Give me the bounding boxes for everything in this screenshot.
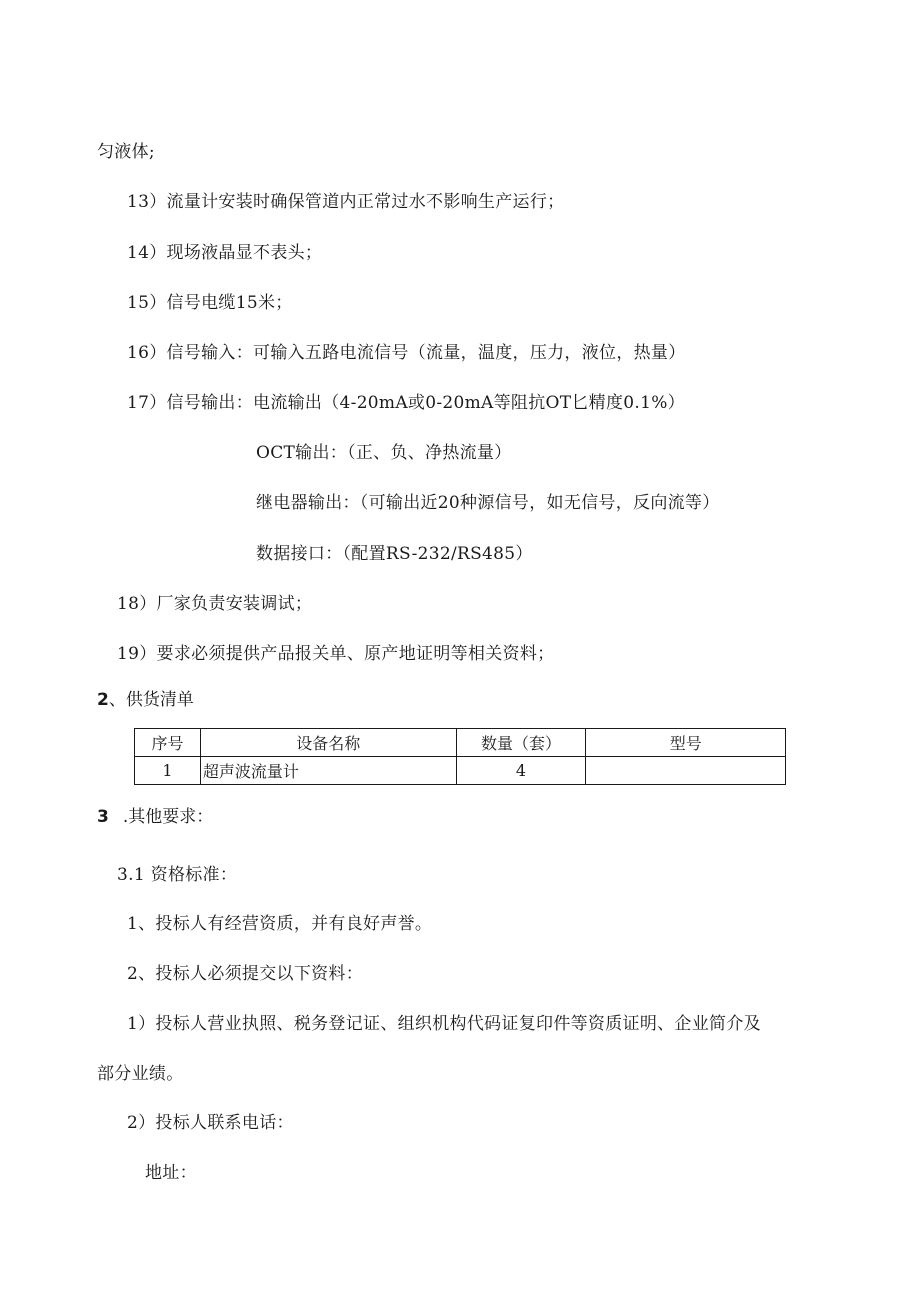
- header-quantity: 数量（套）: [456, 729, 586, 757]
- header-device-name: 设备名称: [200, 729, 456, 757]
- requirement-2-1-continued: 部分业绩。: [97, 1064, 184, 1084]
- supply-list-table: [134, 728, 786, 785]
- table-header-row: [135, 729, 786, 757]
- spec-item-17-interface: 数据接口：（配置RS-232/RS485）: [256, 544, 533, 564]
- section-number: 2: [97, 690, 109, 710]
- section-number: 3: [97, 807, 109, 827]
- text-line-continuation: 匀液体;: [97, 142, 155, 162]
- spec-item-18: 18）厂家负责安装调试；: [117, 594, 313, 614]
- spec-item-19: 19）要求必须提供产品报关单、原产地证明等相关资料；: [117, 644, 555, 664]
- spec-item-17-relay: 继电器输出：（可输出近20种源信号，如无信号，反向流等）: [256, 493, 720, 513]
- requirement-2: 2、投标人必须提交以下资料：: [127, 964, 364, 984]
- spec-item-13: 13）流量计安装时确保管道内正常过水不影响生产运行；: [127, 192, 565, 212]
- spec-item-17: 17）信号输出：电流输出（4-20mA或0-20mA等阻抗OT匕精度0.1%）: [127, 393, 685, 413]
- requirement-2-2: 2）投标人联系电话：: [127, 1113, 294, 1133]
- cell-serial: 1: [135, 757, 201, 785]
- header-serial: 序号: [135, 729, 201, 757]
- qualification-standard: 3.1 资格标准：: [117, 865, 238, 885]
- spec-item-17-oct: OCT输出：（正、负、净热流量）: [256, 443, 512, 463]
- spec-item-14: 14）现场液晶显不表头；: [127, 243, 323, 263]
- spec-item-15: 15）信号电缆15米；: [127, 293, 293, 313]
- header-model: 型号: [586, 729, 786, 757]
- cell-model: [586, 757, 786, 785]
- section-title: .其他要求：: [122, 807, 214, 827]
- cell-quantity: 4: [456, 757, 586, 785]
- cell-device-name: 超声波流量计: [200, 757, 456, 785]
- requirement-1: 1、投标人有经营资质，并有良好声誉。: [127, 914, 433, 934]
- section-heading-other-requirements: [97, 806, 213, 828]
- spec-item-16: 16）信号输入：可输入五路电流信号（流量，温度，压力，液位，热量）: [127, 343, 686, 363]
- section-title: 、供货清单: [108, 690, 194, 710]
- requirement-2-1: 1）投标人营业执照、税务登记证、组织机构代码证复印件等资质证明、企业简介及: [127, 1014, 761, 1034]
- table-row: [135, 757, 786, 785]
- address-label: 地址：: [145, 1163, 197, 1183]
- section-heading-supply-list: [97, 689, 194, 711]
